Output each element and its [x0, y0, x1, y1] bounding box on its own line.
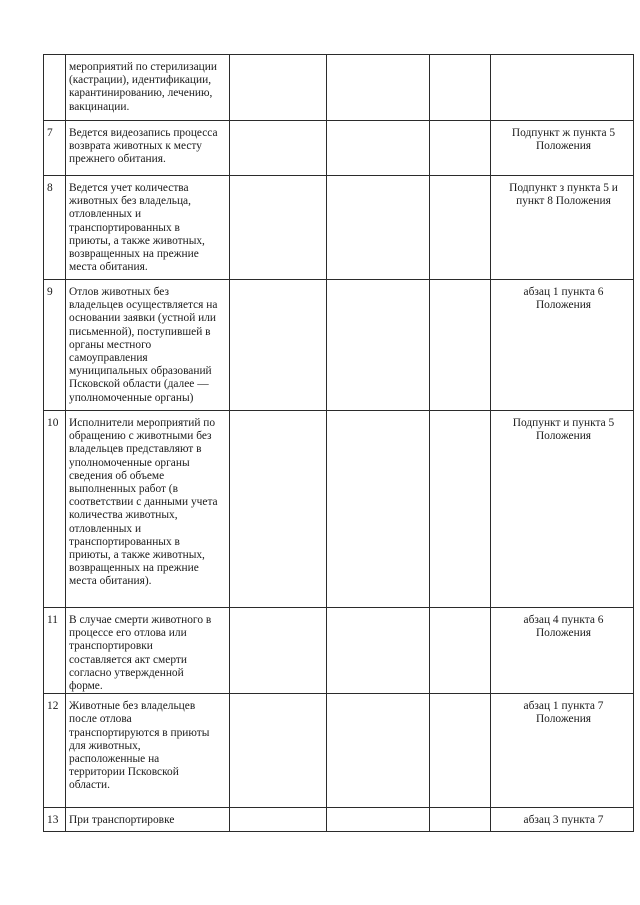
check-cell-b: [327, 176, 430, 280]
row-number: 8: [47, 182, 53, 194]
table-row: [44, 176, 634, 280]
check-cell-a: [230, 121, 327, 176]
table-row: [44, 411, 634, 608]
check-cell-c: [430, 608, 491, 694]
row-number-cell: [44, 808, 66, 832]
requirement-text-line: Ведется видеозапись процесса: [69, 127, 218, 139]
requirement-text-line: соответствии с данными учета: [69, 496, 218, 509]
row-number-cell: [44, 694, 66, 808]
legal-reference-cell: [491, 808, 634, 832]
requirement-text-line: транспортируются в приюты: [69, 726, 210, 739]
legal-reference-line: Подпункт ж пункта 5: [511, 127, 616, 139]
requirement-text-line: после отлова: [69, 713, 132, 726]
legal-reference-line: Положения: [535, 713, 592, 726]
requirement-text-line: карантинированию, лечению,: [69, 87, 213, 100]
legal-reference-line: Подпункт з пункта 5 и: [509, 182, 618, 194]
requirement-text-line: процессе его отлова или: [69, 627, 187, 640]
check-cell-a: [230, 55, 327, 121]
row-number-cell: [44, 121, 66, 176]
requirement-text-line: прежнего обитания.: [69, 153, 166, 166]
check-cell-b: [327, 694, 430, 808]
requirement-text-line: органы местного: [69, 338, 152, 351]
requirement-text-line: Исполнители мероприятий по: [69, 417, 216, 429]
legal-reference-cell: [491, 280, 634, 411]
requirement-text-line: обращению с животными без: [69, 430, 212, 443]
requirement-text-line: форме.: [69, 680, 103, 693]
requirement-text-line: расположенные на: [69, 753, 160, 766]
check-cell-b: [327, 280, 430, 411]
requirements-table: [43, 54, 634, 832]
check-cell-b: [327, 55, 430, 121]
check-cell-a: [230, 411, 327, 608]
requirement-text-line: владельцев представляют в: [69, 443, 202, 456]
requirement-cell: [66, 608, 230, 694]
row-number: 9: [47, 286, 53, 298]
legal-reference-line: Положения: [535, 627, 592, 640]
check-cell-c: [430, 55, 491, 121]
requirement-text-line: транспортированных в: [69, 221, 180, 234]
requirement-text-line: мероприятий по стерилизации: [69, 61, 217, 73]
requirement-text-line: возвращенных на прежние: [69, 248, 199, 261]
requirement-text-line: Животные без владельцев: [69, 700, 196, 713]
table-row: [44, 808, 634, 832]
requirement-text-line: животных без владельца,: [69, 195, 191, 208]
requirement-text-line: для животных,: [69, 739, 141, 752]
requirement-cell: [66, 121, 230, 176]
requirement-text-line: приюты, а также животных,: [69, 549, 205, 562]
requirement-cell: [66, 55, 230, 121]
legal-reference-line: абзац 3 пункта 7: [523, 814, 604, 827]
requirement-text-line: При транспортировке: [69, 814, 175, 827]
requirement-text-line: муниципальных образований: [69, 365, 212, 378]
requirement-text-line: места обитания).: [69, 575, 152, 588]
table-row: [44, 55, 634, 121]
check-cell-b: [327, 608, 430, 694]
row-number: 10: [47, 417, 59, 429]
requirement-text-line: Отлов животных без: [69, 286, 169, 298]
legal-reference-line: абзац 1 пункта 6: [523, 286, 604, 298]
check-cell-c: [430, 411, 491, 608]
requirement-text-line: самоуправления: [69, 352, 148, 365]
row-number: 11: [47, 614, 58, 626]
requirement-text-line: Псковской области (далее —: [69, 378, 209, 391]
legal-reference-cell: [491, 121, 634, 176]
check-cell-b: [327, 121, 430, 176]
row-number-cell: [44, 176, 66, 280]
check-cell-c: [430, 694, 491, 808]
requirement-text-line: отловленных и: [69, 522, 142, 535]
requirement-text-line: приюты, а также животных,: [69, 234, 205, 247]
requirement-text-line: области.: [69, 779, 110, 792]
legal-reference-cell: [491, 55, 634, 121]
requirement-cell: [66, 694, 230, 808]
legal-reference-line: абзац 4 пункта 6: [523, 614, 604, 626]
legal-reference-line: абзац 1 пункта 7: [523, 700, 604, 713]
legal-reference-line: Положения: [535, 299, 592, 312]
requirement-text-line: сведения об объеме: [69, 469, 165, 482]
legal-reference-line: Подпункт и пункта 5: [512, 417, 615, 429]
requirement-text-line: основании заявки (устной или: [69, 312, 217, 325]
legal-reference-line: пункт 8 Положения: [516, 195, 611, 208]
table-row: [44, 608, 634, 694]
requirement-text-line: (кастрации), идентификации,: [69, 74, 212, 87]
requirement-text-line: вакцинации.: [69, 100, 130, 113]
legal-reference-cell: [491, 411, 634, 608]
table-row: [44, 694, 634, 808]
requirement-cell: [66, 808, 230, 832]
requirement-text-line: транспортированных в: [69, 535, 180, 548]
requirement-text-line: отловленных и: [69, 208, 142, 221]
requirement-text-line: места обитания.: [69, 261, 148, 274]
row-number-cell: [44, 608, 66, 694]
row-number-cell: [44, 280, 66, 411]
check-cell-a: [230, 608, 327, 694]
requirement-text-line: письменной), поступившей в: [69, 325, 211, 338]
check-cell-a: [230, 280, 327, 411]
requirement-text-line: территории Псковской: [69, 766, 179, 779]
requirement-text-line: владельцев осуществляется на: [69, 299, 218, 312]
requirement-text-line: возвращенных на прежние: [69, 562, 199, 575]
check-cell-c: [430, 280, 491, 411]
row-number: 12: [47, 700, 59, 713]
requirement-text-line: согласно утвержденной: [69, 666, 184, 679]
check-cell-c: [430, 121, 491, 176]
legal-reference-cell: [491, 608, 634, 694]
row-number-cell: [44, 411, 66, 608]
requirement-text-line: транспортировки: [69, 640, 153, 653]
requirement-text-line: В случае смерти животного в: [69, 614, 212, 626]
check-cell-a: [230, 694, 327, 808]
requirement-text-line: количества животных,: [69, 509, 178, 522]
legal-reference-line: Положения: [535, 140, 592, 153]
requirement-text-line: уполномоченные органы): [69, 391, 194, 404]
requirement-cell: [66, 280, 230, 411]
legal-reference-cell: [491, 176, 634, 280]
table-row: [44, 280, 634, 411]
requirement-text-line: выполненных работ (в: [69, 483, 178, 496]
check-cell-a: [230, 808, 327, 832]
requirement-text-line: составляется акт смерти: [69, 653, 187, 666]
requirement-text-line: Ведется учет количества: [69, 182, 189, 194]
legal-reference-cell: [491, 694, 634, 808]
requirement-text-line: уполномоченные органы: [69, 456, 190, 469]
requirement-cell: [66, 176, 230, 280]
check-cell-b: [327, 808, 430, 832]
legal-reference-line: Положения: [535, 430, 592, 443]
table-row: [44, 121, 634, 176]
requirements-table-body: [44, 55, 634, 832]
requirement-cell: [66, 411, 230, 608]
check-cell-b: [327, 411, 430, 608]
check-cell-a: [230, 176, 327, 280]
check-cell-c: [430, 176, 491, 280]
requirement-text-line: возврата животных к месту: [69, 140, 202, 153]
row-number-cell: [44, 55, 66, 121]
row-number: 13: [47, 814, 59, 827]
row-number: 7: [47, 127, 53, 139]
check-cell-c: [430, 808, 491, 832]
